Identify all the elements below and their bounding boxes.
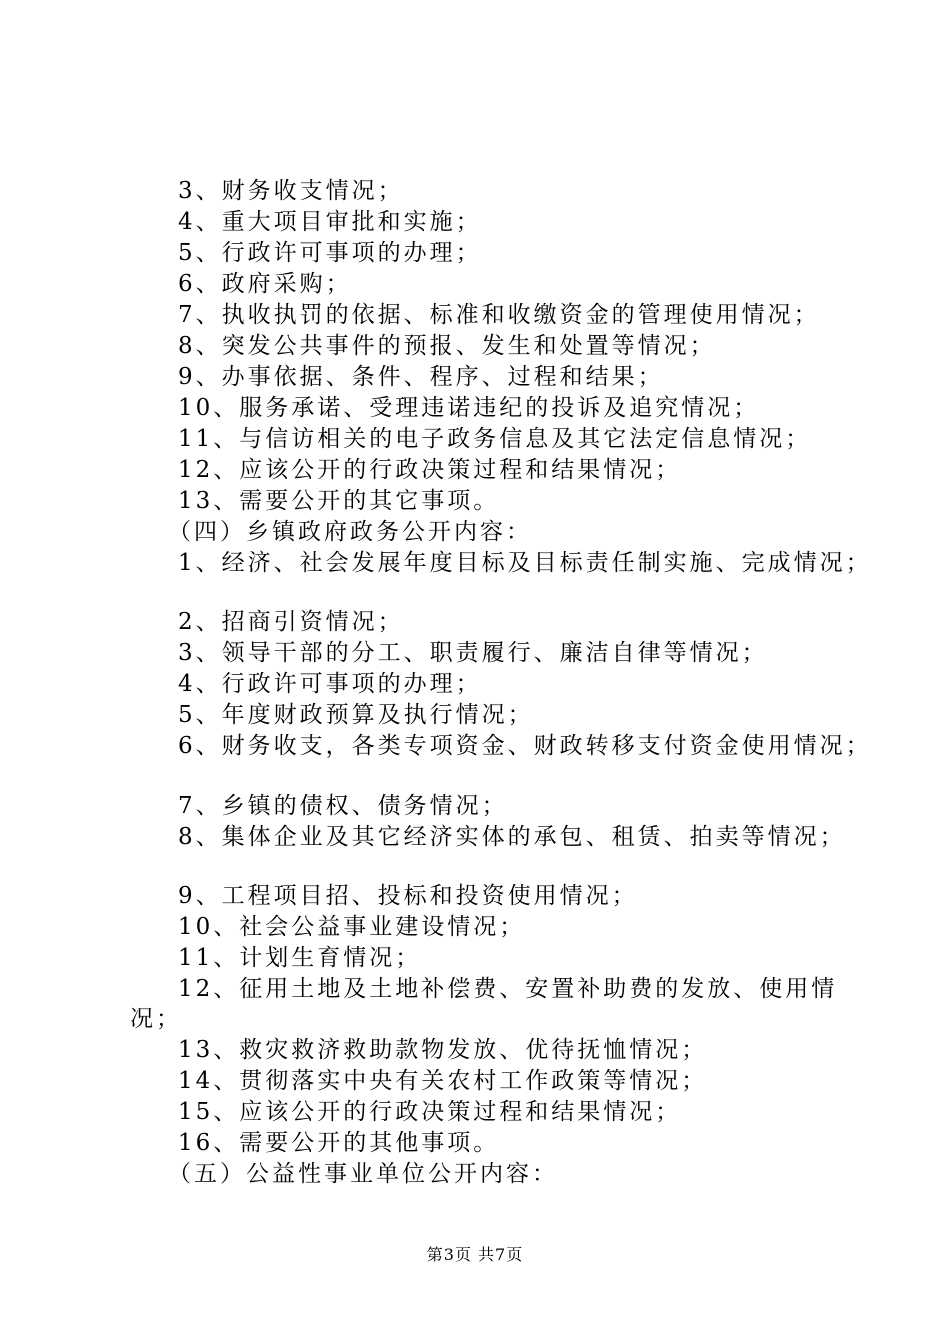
- list-item: 9、工程项目招、投标和投资使用情况；: [178, 883, 638, 909]
- list-item: 12、应该公开的行政决策过程和结果情况；: [178, 457, 682, 483]
- list-item: 7、执收执罚的依据、标准和收缴资金的管理使用情况；: [178, 302, 820, 328]
- list-item: 3、财务收支情况；: [178, 178, 404, 204]
- list-item: 14、贯彻落实中央有关农村工作政策等情况；: [178, 1068, 708, 1094]
- list-item: 9、办事依据、条件、程序、过程和结果；: [178, 364, 664, 390]
- list-item: 11、计划生育情况；: [178, 945, 422, 971]
- list-item: 4、行政许可事项的办理；: [178, 671, 482, 697]
- list-item: 7、乡镇的债权、债务情况；: [178, 793, 508, 819]
- list-item: 13、救灾救济救助款物发放、优待抚恤情况；: [178, 1037, 708, 1063]
- list-item: 1、经济、社会发展年度目标及目标责任制实施、完成情况；: [178, 550, 872, 576]
- section-heading: （四）乡镇政府政务公开内容：: [168, 519, 532, 545]
- page-footer: 第3页 共7页: [426, 1245, 524, 1264]
- list-item: 5、行政许可事项的办理；: [178, 240, 482, 266]
- list-item-continuation: 况；: [130, 1006, 182, 1032]
- list-item: 2、招商引资情况；: [178, 609, 404, 635]
- list-item: 10、服务承诺、受理违诺违纪的投诉及追究情况；: [178, 395, 760, 421]
- list-item: 11、与信访相关的电子政务信息及其它法定信息情况；: [178, 426, 812, 452]
- section-heading: （五）公益性事业单位公开内容：: [168, 1161, 558, 1187]
- list-item: 6、政府采购；: [178, 271, 352, 297]
- list-item: 4、重大项目审批和实施；: [178, 209, 482, 235]
- list-item: 13、需要公开的其它事项。: [178, 488, 500, 514]
- list-item: 6、财务收支，各类专项资金、财政转移支付资金使用情况；: [178, 733, 872, 759]
- list-item: 8、突发公共事件的预报、发生和处置等情况；: [178, 333, 716, 359]
- list-item: 8、集体企业及其它经济实体的承包、租赁、拍卖等情况；: [178, 824, 846, 850]
- list-item: 12、征用土地及土地补偿费、安置补助费的发放、使用情: [178, 976, 838, 1002]
- list-item: 15、应该公开的行政决策过程和结果情况；: [178, 1099, 682, 1125]
- list-item: 5、年度财政预算及执行情况；: [178, 702, 534, 728]
- list-item: 16、需要公开的其他事项。: [178, 1130, 500, 1156]
- list-item: 10、社会公益事业建设情况；: [178, 914, 526, 940]
- list-item: 3、领导干部的分工、职责履行、廉洁自律等情况；: [178, 640, 768, 666]
